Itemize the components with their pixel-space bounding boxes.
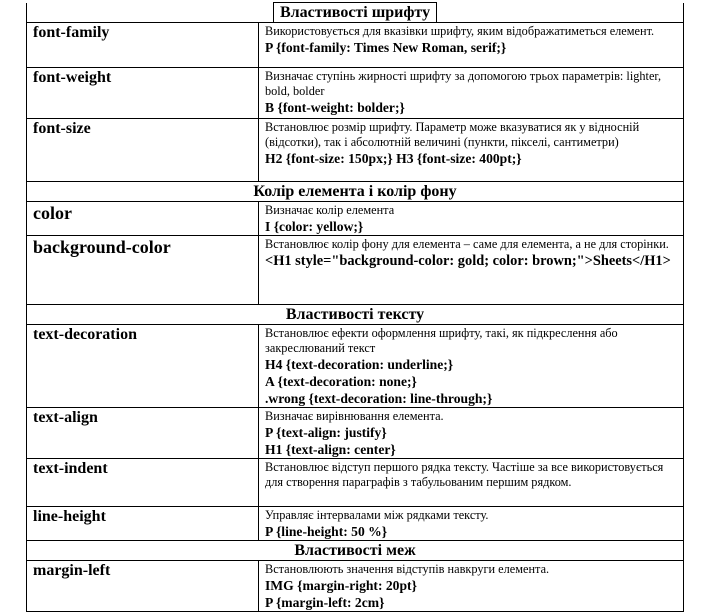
section-heading-row: [27, 305, 684, 325]
section-heading-row: [27, 541, 684, 561]
table-row: [27, 507, 684, 541]
table-row: [27, 68, 684, 119]
section-heading-row: [27, 3, 684, 23]
table-row: [27, 561, 684, 612]
table-row: [27, 23, 684, 68]
property-description: Визначає колір елемента: [265, 203, 395, 217]
property-name: font-weight: [27, 68, 259, 119]
property-name: font-family: [27, 23, 259, 68]
property-details: [259, 236, 684, 305]
property-example: <H1 style="background-color: gold; color: brown;">Sheets</H1>: [265, 253, 671, 269]
css-properties-table: [26, 3, 684, 612]
table-row: [27, 236, 684, 305]
property-details: [259, 408, 684, 459]
property-example: .wrong {text-decoration: line-through;}: [265, 391, 493, 406]
property-description: Встановлює розмір шрифту. Параметр може вказуватися як у відносній (відсотки), так і абсолютній величині (пункти, пікселі, сантиметри): [265, 120, 640, 149]
table-row: [27, 408, 684, 459]
table-row: [27, 325, 684, 408]
property-description: Визначає вирівнювання елемента.: [265, 409, 444, 423]
property-example: I {color: yellow;}: [265, 219, 364, 234]
property-example: P {text-align: justify}: [265, 425, 387, 440]
property-name: font-size: [27, 119, 259, 182]
table-row: [27, 119, 684, 182]
property-example: P {margin-left: 2cm}: [265, 595, 385, 610]
property-details: [259, 202, 684, 236]
property-name: text-align: [27, 408, 259, 459]
table-row: [27, 459, 684, 507]
property-name: color: [27, 202, 259, 236]
property-example: H4 {text-decoration: underline;}: [265, 357, 454, 372]
property-description: Встановлює відступ першого рядка тексту. Частіше за все використовується для створення параграфів з табульованим першим рядком.: [265, 460, 664, 489]
property-name: text-indent: [27, 459, 259, 507]
section-heading: Властивості тексту: [27, 305, 684, 325]
property-example: P {font-family: Times New Roman, serif;}: [265, 40, 507, 55]
property-details: [259, 325, 684, 408]
section-heading: Властивості меж: [27, 541, 684, 561]
property-details: [259, 507, 684, 541]
property-name: background-color: [27, 236, 259, 305]
property-example: H1 {text-align: center}: [265, 442, 396, 457]
property-name: text-decoration: [27, 325, 259, 408]
property-description: Встановлюють значення відступів навкруги елемента.: [265, 562, 550, 576]
property-details: [259, 119, 684, 182]
property-example: P {line-height: 50 %}: [265, 524, 388, 539]
property-details: [259, 68, 684, 119]
section-heading: Властивості шрифту: [273, 2, 437, 22]
property-example: H2 {font-size: 150px;} H3 {font-size: 400pt;}: [265, 151, 522, 166]
table-row: [27, 202, 684, 236]
property-example: A {text-decoration: none;}: [265, 374, 417, 389]
property-description: Встановлює ефекти оформлення шрифту, такі, як підкреслення або закреслюваний текст: [265, 326, 618, 355]
property-description: Управляє інтервалами між рядками тексту.: [265, 508, 489, 522]
property-description: Використовується для вказівки шрифту, яким відображатиметься елемент.: [265, 24, 655, 38]
property-details: [259, 459, 684, 507]
property-example: IMG {margin-right: 20pt}: [265, 578, 417, 593]
property-details: [259, 23, 684, 68]
section-heading-row: [27, 182, 684, 202]
section-heading: Колір елемента і колір фону: [27, 182, 684, 202]
property-description: Визначає ступінь жирності шрифту за допомогою трьох параметрів: lighter, bold, bolder: [265, 69, 662, 98]
property-name: line-height: [27, 507, 259, 541]
property-name: margin-left: [27, 561, 259, 612]
property-description: Встановлює колір фону для елемента – саме для елемента, а не для сторінки.: [265, 237, 669, 251]
property-details: [259, 561, 684, 612]
property-example: B {font-weight: bolder;}: [265, 100, 405, 115]
